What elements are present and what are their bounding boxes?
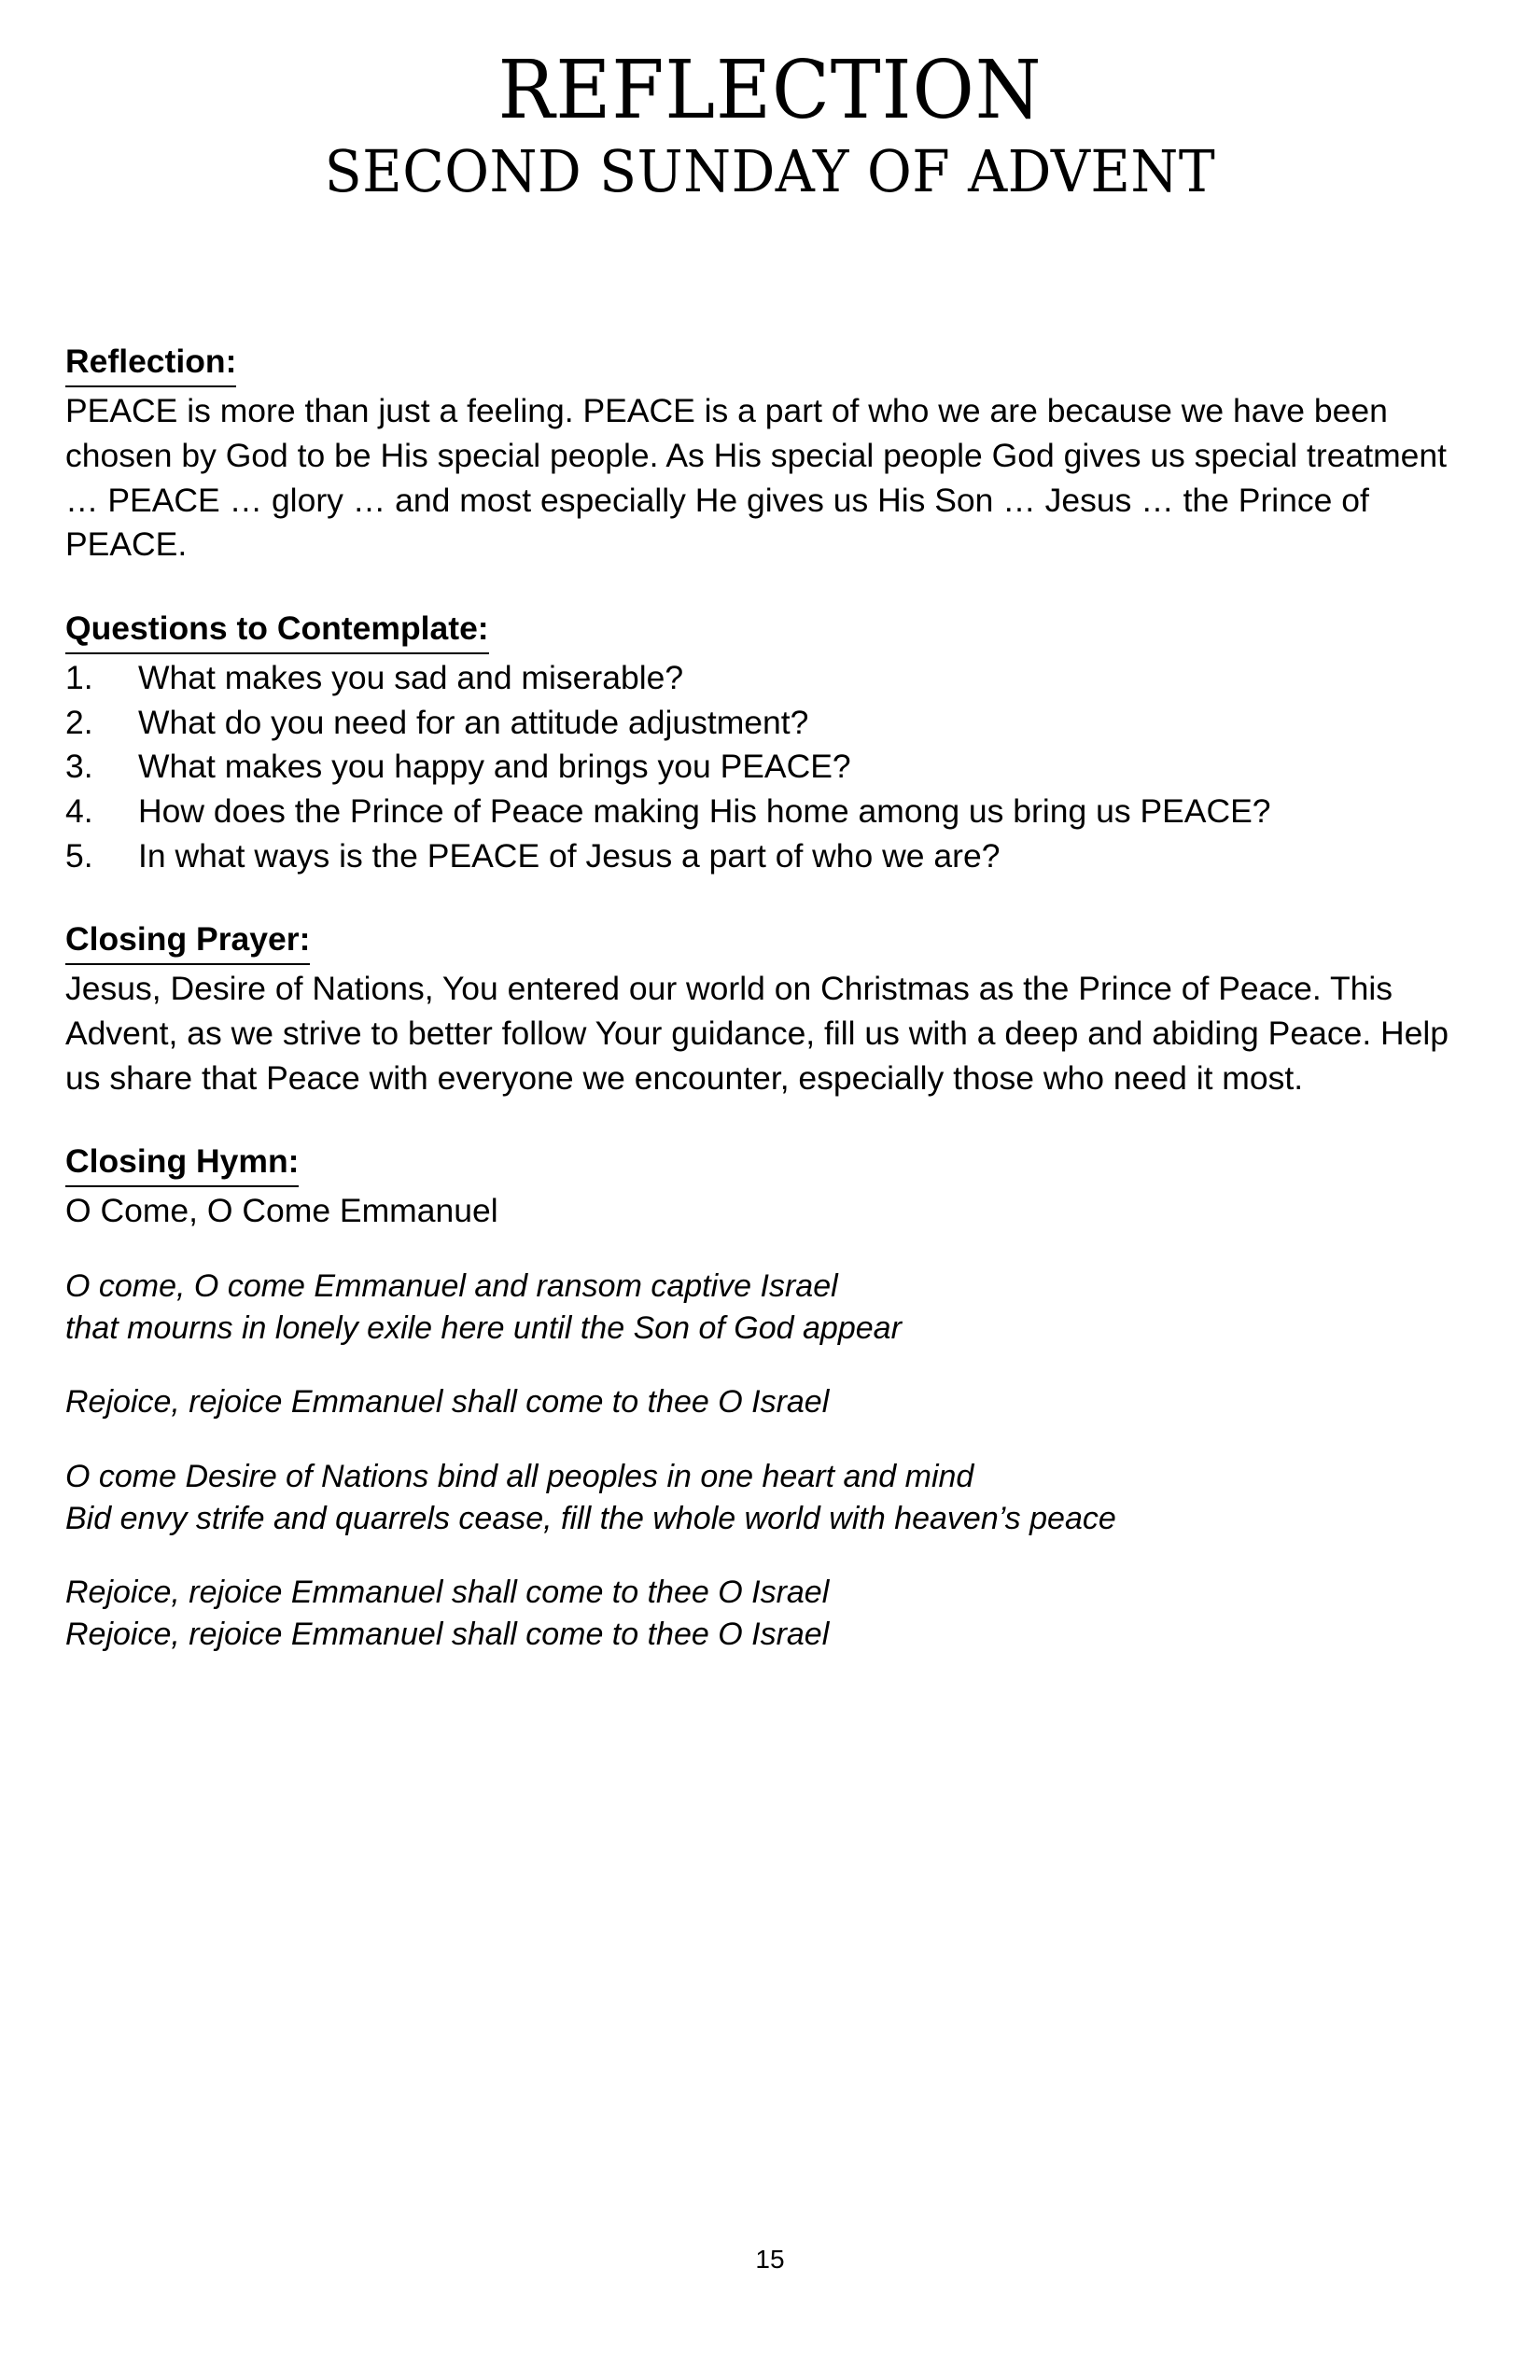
- list-item-text: In what ways is the PEACE of Jesus a part of who we are?: [138, 836, 1001, 875]
- list-item-number: 5.: [65, 836, 93, 875]
- list-item-number: 1.: [65, 658, 93, 696]
- hymn-stanza: [65, 1381, 1475, 1423]
- section-closing-hymn: [65, 1140, 1475, 1656]
- hymn-lyrics: [65, 1266, 1475, 1657]
- hymn-line: Rejoice, rejoice Emmanuel shall come to thee O Israel: [65, 1574, 830, 1610]
- questions-heading: Questions to Contemplate:: [65, 607, 489, 654]
- closing-hymn-heading-wrap: [65, 1140, 1475, 1189]
- list-item-text: What makes you happy and brings you PEACE?: [138, 748, 851, 786]
- list-item-number: 2.: [65, 703, 93, 741]
- closing-hymn-heading: Closing Hymn:: [65, 1140, 299, 1187]
- list-item: [65, 834, 1475, 879]
- list-item-number: 4.: [65, 791, 93, 830]
- list-item: [65, 656, 1475, 701]
- closing-prayer-heading: Closing Prayer:: [65, 917, 310, 965]
- hymn-stanza: [65, 1572, 1475, 1656]
- list-item-text: What makes you sad and miserable?: [138, 658, 684, 696]
- page-content: [65, 0, 1475, 1656]
- list-item-number: 3.: [65, 748, 93, 786]
- page-title: REFLECTION: [497, 44, 1043, 137]
- list-item-text: How does the Prince of Peace making His home among us bring us PEACE?: [138, 791, 1271, 830]
- questions-heading-wrap: [65, 607, 1475, 656]
- questions-list: [65, 656, 1475, 879]
- hymn-line: Rejoice, rejoice Emmanuel shall come to thee O Israel: [65, 1617, 830, 1653]
- hymn-stanza: [65, 1456, 1475, 1540]
- list-item: [65, 701, 1475, 746]
- section-questions: [65, 607, 1475, 878]
- reflection-heading-wrap: [65, 340, 1475, 389]
- document-body: [65, 340, 1475, 1656]
- hymn-line: O come Desire of Nations bind all peoples in one heart and mind: [65, 1458, 974, 1494]
- hymn-line: that mourns in lonely exile here until the Son of God appear: [65, 1310, 902, 1347]
- closing-prayer-paragraph: Jesus, Desire of Nations, You entered our world on Christmas as the Prince of Peace. This Advent, as we strive to better follow Your guidance, fill us with a deep and abiding Peace. Help us share that Peace with everyone we encounter, especially those who need it most.: [65, 970, 1449, 1097]
- section-closing-prayer: [65, 917, 1475, 1100]
- page-subtitle: SECOND SUNDAY OF ADVENT: [324, 137, 1216, 206]
- hymn-line: Bid envy strife and quarrels cease, fill the whole world with heaven’s peace: [65, 1500, 1116, 1536]
- closing-prayer-heading-wrap: [65, 917, 1475, 967]
- list-item: [65, 745, 1475, 790]
- reflection-heading: Reflection:: [65, 340, 236, 387]
- page-number: 15: [755, 2245, 785, 2274]
- hymn-line: Rejoice, rejoice Emmanuel shall come to thee O Israel: [65, 1384, 830, 1421]
- title-block: [65, 0, 1475, 206]
- hymn-line: O come, O come Emmanuel and ransom captive Israel: [65, 1267, 838, 1304]
- hymn-title: O Come, O Come Emmanuel: [65, 1192, 498, 1230]
- spacer: [65, 1234, 1475, 1266]
- reflection-paragraph: PEACE is more than just a feeling. PEACE is a part of who we are because we have been chosen by God to be His special people. As His special people God gives us special treatment … PEACE … glory … and most especially He gives us His Son … Jesus … the Prince of PEACE.: [65, 392, 1447, 564]
- list-item-text: What do you need for an attitude adjustment?: [138, 703, 809, 741]
- section-reflection: [65, 340, 1475, 567]
- hymn-stanza: [65, 1266, 1475, 1350]
- list-item: [65, 790, 1475, 834]
